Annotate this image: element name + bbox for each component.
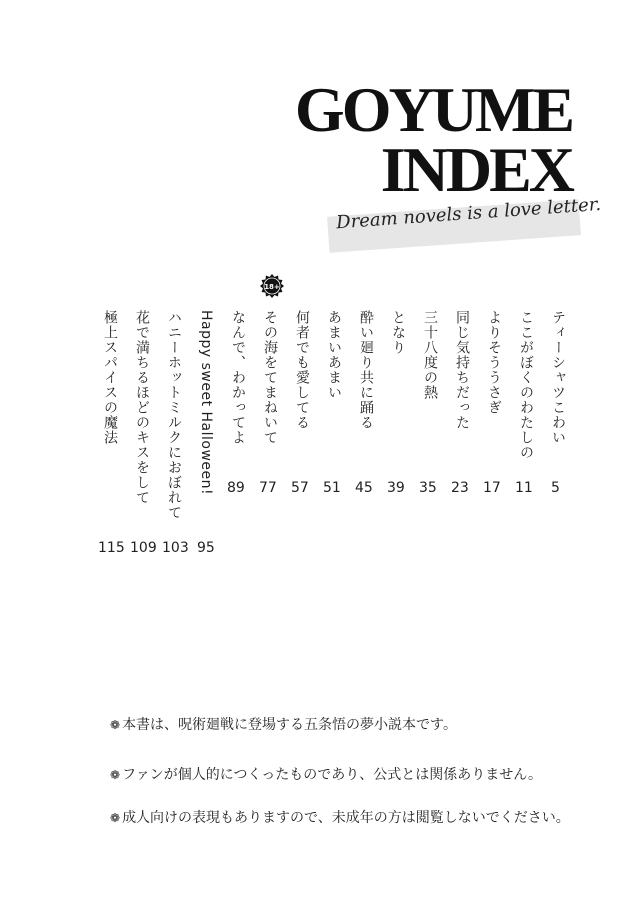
toc-page-1: 5 bbox=[551, 480, 560, 496]
notice-text: 本書は、呪術廻戦に登場する五条悟の夢小説本です。 bbox=[122, 717, 457, 733]
toc-title-8: あまいあまい bbox=[326, 310, 342, 400]
toc-title-13: ハニーホットミルクにおぼれて bbox=[166, 310, 182, 520]
flower-bullet-icon: ❁ bbox=[110, 811, 121, 825]
notice-3 bbox=[110, 807, 570, 827]
toc-page-3: 17 bbox=[483, 480, 501, 496]
toc-page-15: 115 bbox=[98, 540, 125, 556]
toc-title-11: なんで、わかってよ bbox=[230, 310, 246, 445]
toc-title-15: 極上スパイスの魔法 bbox=[102, 310, 118, 445]
toc-title-6: となり bbox=[390, 310, 406, 355]
toc-page-2: 11 bbox=[515, 480, 533, 496]
toc-page-11: 89 bbox=[227, 480, 245, 496]
toc-page-9: 57 bbox=[291, 480, 309, 496]
notice-text: ファンが個人的につくったものであり、公式とは関係ありません。 bbox=[122, 767, 543, 783]
notice-2 bbox=[110, 764, 542, 784]
age-rating-badge-icon bbox=[260, 274, 284, 298]
toc-title-1: ティーシャツこわい bbox=[550, 310, 566, 445]
notice-text: 成人向けの表現もありますので、未成年の方は閲覧しないでください。 bbox=[122, 810, 570, 826]
toc-title-12: Happy sweet Halloween! bbox=[198, 310, 214, 496]
toc-title-14: 花で満ちるほどのキスをして bbox=[134, 310, 150, 505]
toc-title-2: ここがぼくのわたしの bbox=[518, 310, 534, 460]
toc-title-5: 三十八度の熱 bbox=[422, 310, 438, 400]
toc-page-12: 95 bbox=[197, 540, 215, 556]
toc-title-10: その海をてまねいて bbox=[262, 310, 278, 445]
toc-page-4: 23 bbox=[451, 480, 469, 496]
toc-title-9: 何者でも愛してる bbox=[294, 310, 310, 430]
toc-page-6: 39 bbox=[387, 480, 405, 496]
flower-bullet-icon: ❁ bbox=[110, 768, 121, 782]
subtitle: Dream novels is a love letter. bbox=[335, 193, 602, 234]
index-title-line1: GOYUME bbox=[294, 74, 572, 145]
toc-page-10: 77 bbox=[259, 480, 277, 496]
toc-title-7: 酔い廻り共に踊る bbox=[358, 310, 374, 430]
toc-page-7: 45 bbox=[355, 480, 373, 496]
age-rating-label: 18+ bbox=[264, 282, 280, 291]
notice-1 bbox=[110, 714, 457, 734]
toc-title-3: よりそううさぎ bbox=[486, 310, 502, 415]
index-title-line2: INDEX bbox=[380, 134, 572, 205]
toc-page-8: 51 bbox=[323, 480, 341, 496]
toc-page-13: 103 bbox=[162, 540, 189, 556]
toc-page-14: 109 bbox=[130, 540, 157, 556]
flower-bullet-icon: ❁ bbox=[110, 718, 121, 732]
toc-title-4: 同じ気持ちだった bbox=[454, 310, 470, 430]
toc-page-5: 35 bbox=[419, 480, 437, 496]
